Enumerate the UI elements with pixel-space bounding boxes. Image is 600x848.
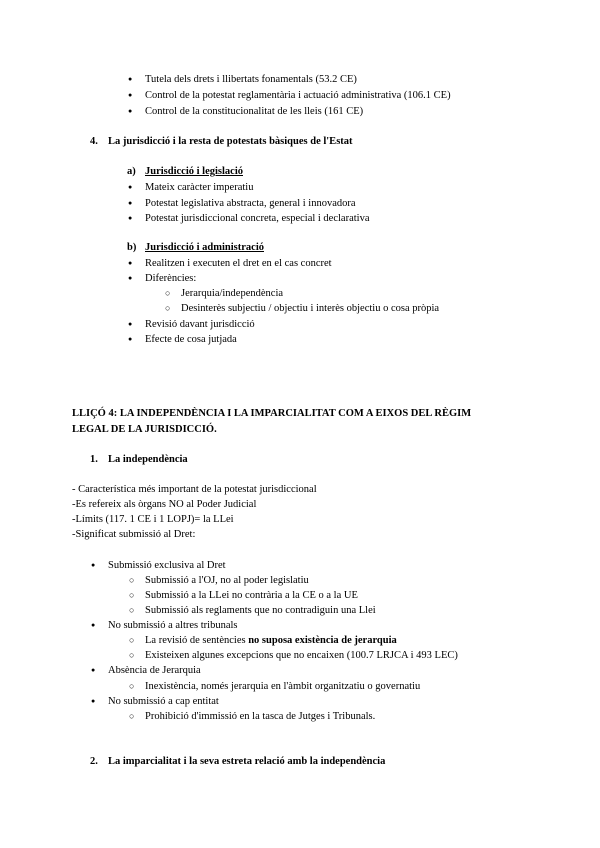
list-item: ● Tutela dels drets i llibertats fonamentals (53.2 CE): [145, 72, 357, 87]
list-item: ● Mateix caràcter imperatiu: [145, 180, 253, 195]
list-item: ● Absència de Jerarquia: [108, 663, 201, 678]
list-item: ● Revisió davant jurisdicció: [145, 317, 255, 332]
section-title: La independència: [108, 454, 188, 465]
list-item: ● Potestat jurisdiccional concreta, especial i declarativa: [145, 211, 369, 226]
subsection-label: a): [127, 166, 136, 177]
paragraph-line: -Es refereix als òrgans NO al Poder Judicial: [72, 499, 257, 510]
sub-list-item: ○ Inexistència, només jerarquia en l'àmbit organitzatiu o governatiu: [145, 679, 420, 694]
sub-list-item: ○ Prohibició d'immissió en la tasca de Jutges i Tribunals.: [145, 709, 375, 724]
section-title: La imparcialitat i la seva estreta relació amb la independència: [108, 756, 386, 767]
list-item: ● Efecte de cosa jutjada: [145, 332, 237, 347]
subsection-title: Jurisdicció i legislació: [145, 166, 243, 177]
sub-list-item: [145, 633, 397, 648]
section-number: 4.: [90, 136, 98, 147]
subsection-title: Jurisdicció i administració: [145, 242, 264, 253]
list-item: ● Realitzen i executen el dret en el cas concret: [145, 256, 332, 271]
lesson-title: LLIÇÓ 4: LA INDEPENDÈNCIA I LA IMPARCIALITAT COM A EIXOS DEL RÈGIM: [72, 408, 472, 419]
lesson-title-cont: LEGAL DE LA JURISDICCIÓ.: [72, 424, 217, 435]
list-item: ● Potestat legislativa abstracta, general i innovadora: [145, 196, 356, 211]
paragraph-line: -Límits (117. 1 CE i 1 LOPJ)= la LLei: [72, 514, 234, 525]
sub-list-item: ○ Submissió a l'OJ, no al poder legislatiu: [145, 573, 309, 588]
sub-list-item: ○ Submissió als reglaments que no contradiguin una Llei: [145, 603, 376, 618]
subsection-label: b): [127, 242, 137, 253]
list-item: ● Diferències:: [145, 271, 196, 286]
list-item: ● No submissió a cap entitat: [108, 694, 219, 709]
paragraph-line: -Significat submissió al Dret:: [72, 529, 196, 540]
list-item: ● Control de la potestat reglamentària i actuació administrativa (106.1 CE): [145, 88, 451, 103]
section-number: 1.: [90, 454, 98, 465]
section-number: 2.: [90, 756, 98, 767]
sub-list-item: ○ Existeixen algunes excepcions que no encaixen (100.7 LRJCA i 493 LEC): [145, 648, 458, 663]
sub-list-item: ○ Desinterès subjectiu / objectiu i interès objectiu o cosa pròpia: [181, 301, 439, 316]
section-title: La jurisdicció i la resta de potestats bàsiques de l'Estat: [108, 136, 353, 147]
text-run: La revisió de sentències: [145, 635, 249, 646]
list-item: ● No submissió a altres tribunals: [108, 618, 238, 633]
sub-list-item: ○ Submissió a la LLei no contrària a la CE o a la UE: [145, 588, 358, 603]
bold-text-run: no suposa existència de jerarquia: [248, 635, 397, 646]
sub-list-item: ○ Jerarquia/independència: [181, 286, 283, 301]
paragraph-line: - Característica més important de la potestat jurisdiccional: [72, 484, 317, 495]
list-item: ● Submissió exclusiva al Dret: [108, 558, 226, 573]
list-item: ● Control de la constitucionalitat de les lleis (161 CE): [145, 104, 363, 119]
